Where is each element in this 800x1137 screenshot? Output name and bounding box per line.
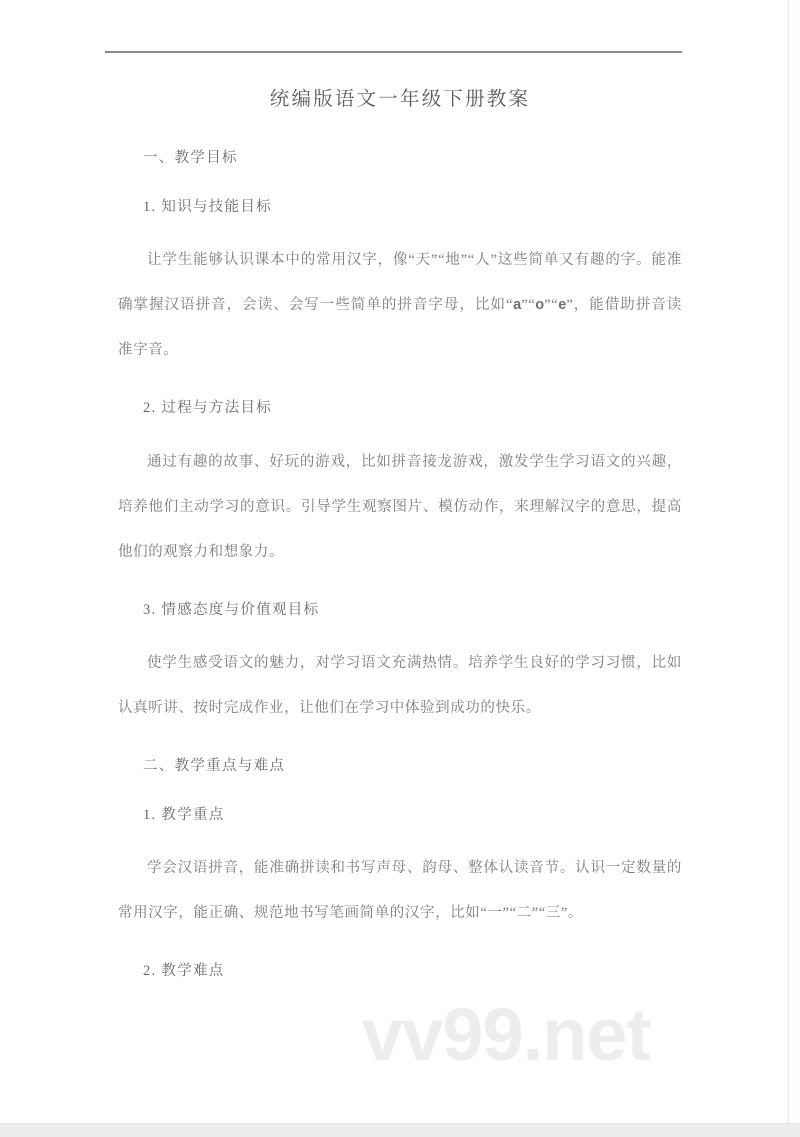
spacer: [118, 373, 682, 397]
site-watermark: vv99.net: [362, 993, 651, 1076]
spacer: [118, 826, 682, 846]
spacer: [118, 778, 682, 804]
pinyin-letter-e: e: [558, 297, 567, 314]
spacer: [118, 731, 682, 755]
page-title: 统编版语文一年级下册教案: [269, 89, 531, 110]
subsection-heading-2-1: 1. 教学重点: [143, 806, 225, 823]
paragraph-1-1: [118, 238, 682, 373]
section-heading-2: 二、教学重点与难点: [143, 758, 286, 775]
section-heading-1: 一、教学目标: [143, 150, 238, 167]
subsection-heading-1-1: 1. 知识与技能目标: [143, 198, 272, 215]
page-edge-shadow: [792, 0, 800, 1137]
pinyin-letter-o: o: [535, 297, 545, 314]
page-edge-line: [788, 0, 789, 1137]
header-horizontal-rule: [105, 51, 682, 53]
paragraph-text-mid-2: ”“: [544, 297, 559, 314]
pinyin-letter-a: a: [513, 297, 522, 314]
spacer: [118, 420, 682, 440]
spacer: [118, 218, 682, 238]
spacer: [118, 575, 682, 599]
spacer: [118, 936, 682, 960]
document-content: [118, 84, 682, 982]
spacer: [118, 170, 682, 196]
paragraph-text-mid-1: ”“: [521, 297, 536, 314]
paragraph-2-1: 学会汉语拼音，能准确拼读和书写声母、韵母、整体认读音节。认识一定数量的常用汉字，能正确、规范地书写笔画简单的汉字，比如“一”“二”“三”。: [118, 860, 682, 921]
subsection-heading-2-2: 2. 教学难点: [143, 963, 225, 979]
paragraph-1-3: 使学生感受语文的魅力，对学习语文充满热情。培养学生良好的学习习惯，比如认真听讲、按时完成作业，让他们在学习中体验到成功的快乐。: [118, 655, 682, 717]
paragraph-text-pre: 让学生能够认识课本中的常用汉字，像“天”“地”“人”这些简单又有趣的字。能准确掌握汉语拼音，会读、会写一些简单的拼音字母，比如“: [118, 252, 682, 314]
paragraph-text-post: ”，能借助拼音读准字音。: [118, 297, 682, 359]
subsection-heading-1-2: 2. 过程与方法目标: [143, 400, 272, 417]
spacer: [118, 621, 682, 641]
subsection-heading-1-3: 3. 情感态度与价值观目标: [143, 601, 320, 618]
paragraph-1-2: 通过有趣的故事、好玩的游戏，比如拼音接龙游戏，激发学生学习语文的兴趣，培养他们主动学习的意识。引导学生观察图片、模仿动作，来理解汉字的意思，提高他们的观察力和想象力。: [118, 453, 682, 560]
page-bottom-band: [0, 1124, 800, 1137]
